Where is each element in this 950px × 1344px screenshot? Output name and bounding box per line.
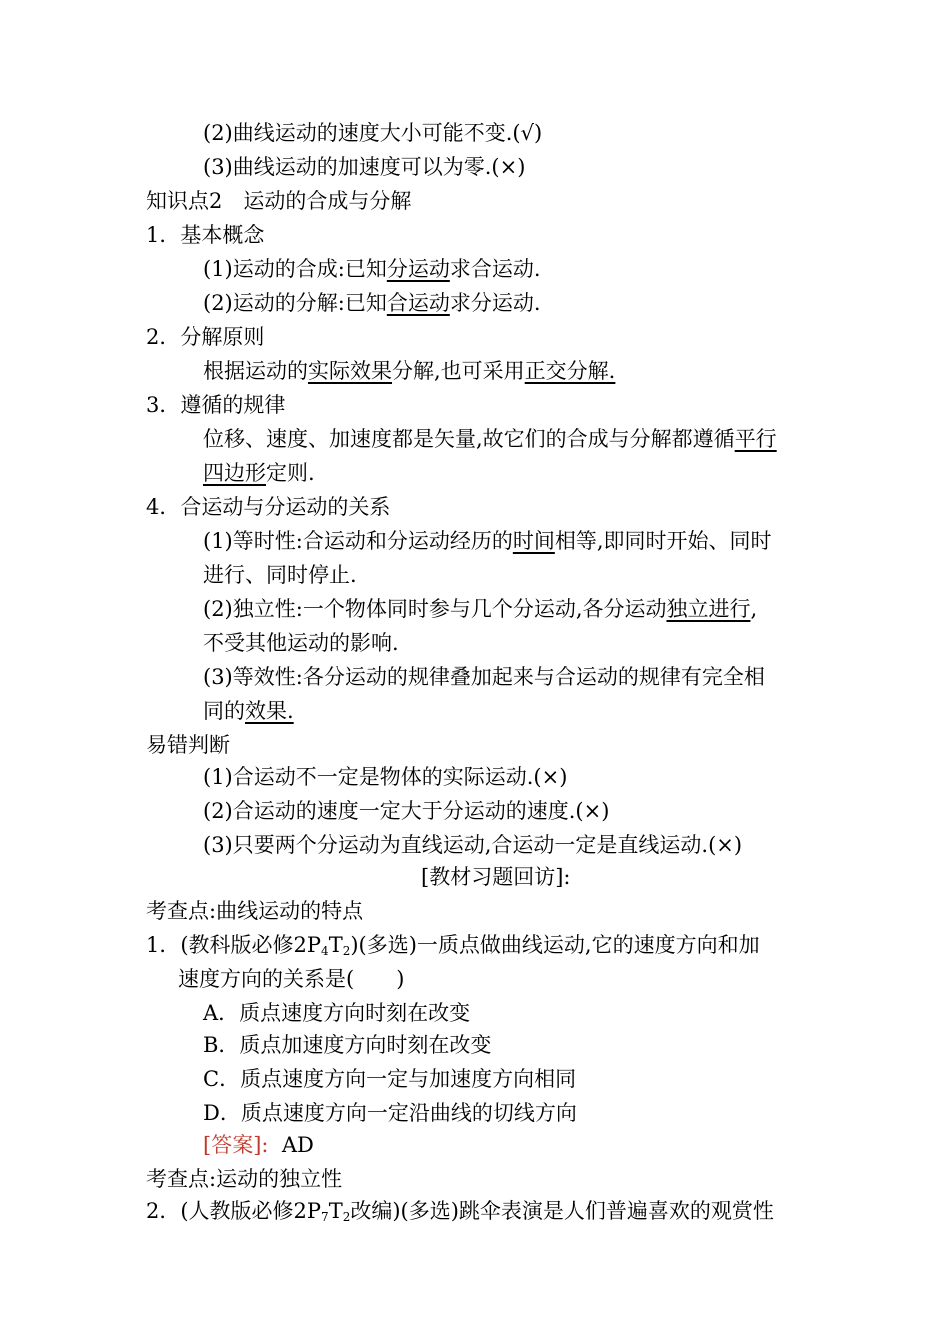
judgement-item-2: (2)曲线运动的速度大小可能不变.(√) <box>203 121 543 145</box>
text: 根据运动的 <box>203 359 308 383</box>
text: (1)等时性:合运动和分运动经历的 <box>203 529 513 553</box>
law-text-line1 <box>203 424 777 454</box>
subscript: 2 <box>342 944 351 958</box>
text: T <box>328 1199 343 1223</box>
text: )(多选)一质点做曲线运动,它的速度方向和加 <box>350 933 760 957</box>
underlined-answer: 四边形 <box>203 461 266 485</box>
text: 位移、速度、加速度都是矢量,故它们的合成与分解都遵循 <box>203 427 735 451</box>
text: 相等,即同时开始、同时 <box>554 529 772 553</box>
concept-title: 1．基本概念 <box>146 223 265 247</box>
relation-p3-line2 <box>203 696 294 726</box>
underlined-answer: 时间 <box>512 529 555 553</box>
q1-option-c: C．质点速度方向一定与加速度方向相同 <box>203 1067 577 1091</box>
text: 同的 <box>203 699 245 723</box>
review-heading: [教材习题回访]: <box>421 865 571 889</box>
relation-p3-line1: (3)等效性:各分运动的规律叠加起来与合运动的规律有完全相 <box>203 665 765 689</box>
law-text-line2 <box>203 458 315 488</box>
underlined-answer: 正交分解. <box>524 359 616 383</box>
text: 分解,也可采用 <box>392 359 525 383</box>
text: 1．(教科版必修2P <box>146 933 322 957</box>
text: 求分运动. <box>449 291 541 315</box>
q1-stem-line2: 速度方向的关系是( ) <box>178 967 405 991</box>
underlined-answer: 平行 <box>734 427 777 451</box>
q1-topic: 考查点:曲线运动的特点 <box>146 899 364 923</box>
q1-option-a: A．质点速度方向时刻在改变 <box>203 1001 471 1025</box>
error-item-3: (3)只要两个分运动为直线运动,合运动一定是直线运动.(×) <box>203 833 743 857</box>
text: (2)运动的分解:已知 <box>203 291 387 315</box>
q1-stem-line1 <box>146 930 760 960</box>
text: 改编)(多选)跳伞表演是人们普遍喜欢的观赏性 <box>350 1199 774 1223</box>
text: 2．(人教版必修2P <box>146 1199 322 1223</box>
subscript: 7 <box>321 1210 329 1224</box>
text: 求合运动. <box>449 257 541 281</box>
q1-option-d: D．质点速度方向一定沿曲线的切线方向 <box>203 1101 577 1125</box>
underlined-answer: 分运动 <box>386 257 450 281</box>
q1-answer <box>203 1130 314 1160</box>
relation-title: 4．合运动与分运动的关系 <box>146 495 391 519</box>
text: 定则. <box>266 461 315 485</box>
q2-stem-line1 <box>146 1196 774 1226</box>
answer-value: AD <box>281 1133 314 1157</box>
relation-p2-line2: 不受其他运动的影响. <box>203 631 399 655</box>
underlined-answer: 实际效果 <box>308 359 392 383</box>
subscript: 2 <box>342 1210 351 1224</box>
text: T <box>328 933 343 957</box>
answer-label: [答案]: <box>203 1133 269 1157</box>
underlined-answer: 效果. <box>245 699 294 723</box>
text: (1)运动的合成:已知 <box>203 257 387 281</box>
subscript: 4 <box>321 944 329 958</box>
judgement-item-3: (3)曲线运动的加速度可以为零.(×) <box>203 155 526 179</box>
principle-text <box>203 356 615 386</box>
text: , <box>750 597 758 621</box>
q2-topic: 考查点:运动的独立性 <box>146 1167 343 1191</box>
principle-title: 2．分解原则 <box>146 325 265 349</box>
relation-p1-line1 <box>203 526 772 556</box>
law-title: 3．遵循的规律 <box>146 393 286 417</box>
error-item-1: (1)合运动不一定是物体的实际运动.(×) <box>203 765 568 789</box>
underlined-answer: 合运动 <box>386 291 450 315</box>
underlined-answer: 独立进行 <box>666 597 751 621</box>
concept-decomposition <box>203 288 541 318</box>
relation-p1-line2: 进行、同时停止. <box>203 563 357 587</box>
error-item-2: (2)合运动的速度一定大于分运动的速度.(×) <box>203 799 610 823</box>
q1-option-b: B．质点加速度方向时刻在改变 <box>203 1033 492 1057</box>
error-judgement-title: 易错判断 <box>146 733 230 757</box>
text: (2)独立性:一个物体同时参与几个分运动,各分运动 <box>203 597 667 621</box>
knowledge-point-heading: 知识点2 运动的合成与分解 <box>146 189 412 213</box>
concept-composition <box>203 254 541 284</box>
relation-p2-line1 <box>203 594 757 624</box>
